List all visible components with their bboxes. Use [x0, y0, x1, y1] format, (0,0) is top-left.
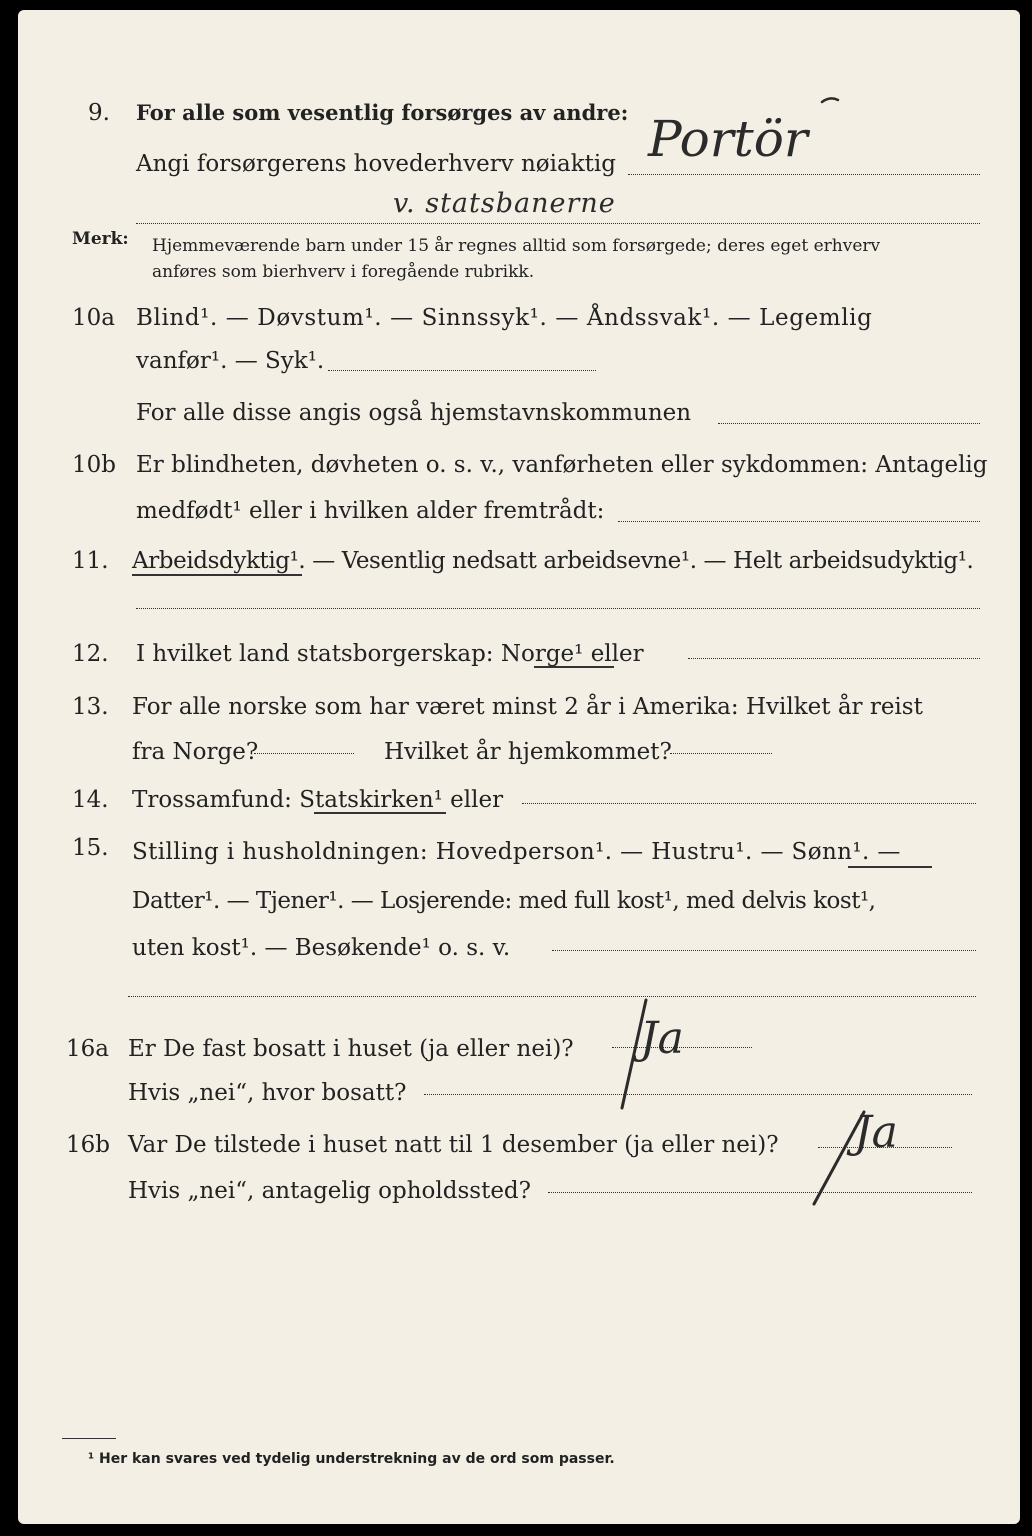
q13-number: 13. [72, 694, 109, 720]
q12-line1: I hvilket land statsborgerskap: Norge¹ eller [136, 641, 644, 667]
q15-line2: Datter¹. — Tjener¹. — Losjerende: med full kost¹, med delvis kost¹, [132, 888, 876, 914]
q16b-number: 16b [66, 1132, 110, 1158]
footnote-rule [62, 1438, 116, 1439]
merk-label: Merk: [72, 229, 129, 249]
q11-number: 11. [72, 548, 109, 574]
q13-line2b: Hvilket år hjemkommet? [384, 739, 672, 765]
q15-line1: Stilling i husholdningen: Hovedperson¹. — Hustru¹. — Sønn¹. — [132, 839, 901, 865]
census-form-page [18, 10, 1020, 1524]
q13-line2a: fra Norge? [132, 739, 259, 765]
q16a-line2: Hvis „nei“, hvor bosatt? [128, 1080, 407, 1106]
q9-answer-accent [822, 98, 838, 102]
q16b-answer: Ja [854, 1107, 898, 1158]
merk-line1: Hjemmeværende barn under 15 år regnes alltid som forsørgede; deres eget erhverv [152, 236, 881, 256]
q16b-line1: Var De tilstede i huset natt til 1 desember (ja eller nei)? [128, 1132, 779, 1158]
q10b-number: 10b [72, 452, 116, 478]
q9-line2: Angi forsørgerens hovederhverv nøiaktig [136, 151, 616, 177]
q10a-number: 10a [72, 305, 115, 331]
q16a-answer: Ja [640, 1013, 684, 1064]
q16a-answer-stroke [622, 1000, 646, 1108]
q15-line3: uten kost¹. — Besøkende¹ o. s. v. [132, 935, 511, 961]
q12-number: 12. [72, 641, 109, 667]
q13-line1: For alle norske som har været minst 2 år i Amerika: Hvilket år reist [132, 694, 923, 720]
q16b-line2: Hvis „nei“, antagelig opholdssted? [128, 1178, 531, 1204]
q15-number: 15. [72, 835, 109, 861]
q10a-line2: vanfør¹. — Syk¹. [136, 348, 325, 374]
q16a-number: 16a [66, 1036, 109, 1062]
q9-number: 9. [88, 100, 110, 126]
handwriting-strokes [18, 10, 1020, 1524]
q14-number: 14. [72, 787, 109, 813]
q10b-line2: medfødt¹ eller i hvilken alder fremtrådt: [136, 498, 605, 524]
q14-line1: Trossamfund: Statskirken¹ eller [132, 787, 504, 813]
footnote: ¹ Her kan svares ved tydelig understrekning av de ord som passer. [88, 1451, 615, 1467]
merk-line2: anføres som bierhverv i foregående rubrikk. [152, 262, 535, 282]
q9-answer-employer: v. statsbanerne [393, 188, 616, 219]
q10b-line1: Er blindheten, døvheten o. s. v., vanførheten eller sykdommen: Antagelig [136, 452, 988, 478]
q16a-line1: Er De fast bosatt i huset (ja eller nei)? [128, 1036, 574, 1062]
q10a-line1: Blind¹. — Døvstum¹. — Sinnssyk¹. — Åndssvak¹. — Legemlig [136, 305, 873, 331]
q10a-line3: For alle disse angis også hjemstavnskommunen [136, 400, 692, 426]
q9-line1: For alle som vesentlig forsørges av andre: [136, 100, 629, 125]
q9-answer-occupation: Portör [648, 110, 808, 168]
q11-line1: Arbeidsdyktig¹. — Vesentlig nedsatt arbeidsevne¹. — Helt arbeidsudyktig¹. [132, 548, 974, 574]
q16b-answer-stroke [814, 1112, 864, 1204]
